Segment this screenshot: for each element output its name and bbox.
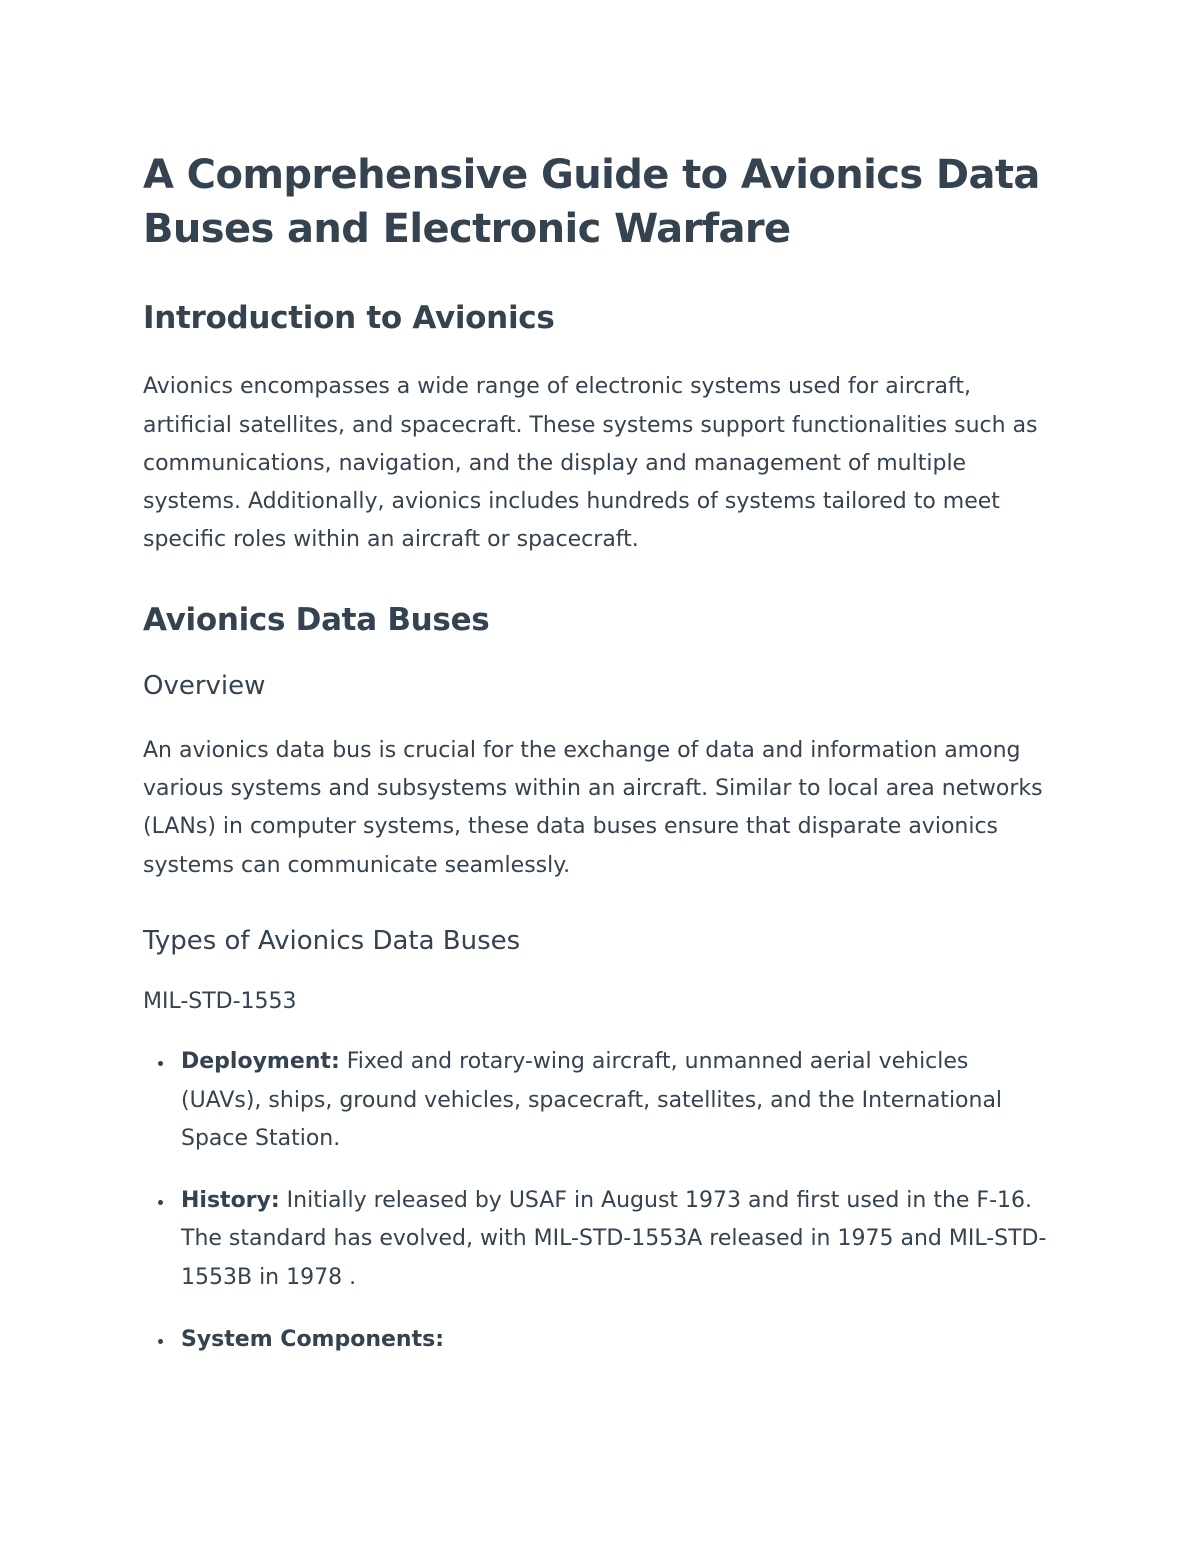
bullet-label-system-components: System Components: — [181, 1326, 445, 1352]
data-buses-heading: Avionics Data Buses — [143, 601, 490, 638]
bullet-item-deployment — [175, 1043, 1052, 1158]
bullet-item-system-components — [175, 1321, 1052, 1359]
mil-std-1553-heading: MIL-STD-1553 — [143, 988, 297, 1014]
bullet-text-deployment: Fixed and rotary-wing aircraft, unmanned aerial vehicles (UAVs), ships, ground vehicles, spacecraft, satellites, and the International Space Station. — [181, 1049, 1003, 1151]
document-title: A Comprehensive Guide to Avionics Data Buses and Electronic Warfare — [143, 152, 1040, 252]
mil-std-1553-bullet-list — [143, 1043, 1052, 1359]
overview-heading: Overview — [143, 670, 266, 701]
types-heading: Types of Avionics Data Buses — [143, 925, 521, 956]
bullet-label-history: History: — [181, 1188, 280, 1214]
overview-paragraph: An avionics data bus is crucial for the exchange of data and information among various systems and subsystems within an aircraft. Similar to local area networks (LANs) in computer systems, these data buses ensure that disparate avionics systems can communicate seamlessly. — [143, 737, 1043, 878]
bullet-label-deployment: Deployment: — [181, 1049, 340, 1075]
bullet-item-history — [175, 1182, 1052, 1297]
intro-paragraph: Avionics encompasses a wide range of electronic systems used for aircraft, artificial satellites, and spacecraft. These systems support functionalities such as communications, navigation, and the display and management of multiple systems. Additionally, avionics includes hundreds of systems tailored to meet specific roles within an aircraft or spacecraft. — [143, 374, 1038, 553]
bullet-text-history: Initially released by USAF in August 1973 and first used in the F-16. The standard has evolved, with MIL-STD-1553A released in 1975 and MIL-STD-1553B in 1978 . — [181, 1188, 1047, 1290]
intro-heading: Introduction to Avionics — [143, 300, 555, 336]
